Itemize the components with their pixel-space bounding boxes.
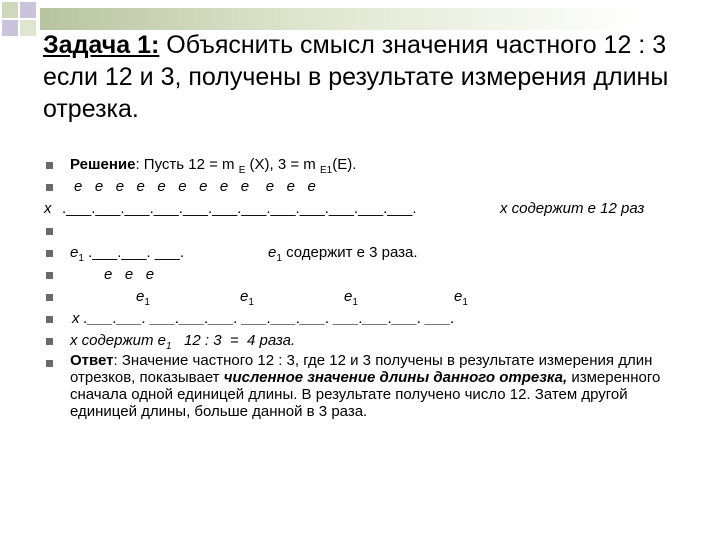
- decor-square-3: [2, 20, 18, 36]
- x-division-sub: 1: [165, 341, 172, 352]
- decor-square-4: [20, 20, 36, 36]
- e1-mark: $e_1$: [454, 288, 468, 308]
- e1-contains-sub: 1: [276, 253, 282, 264]
- slide-title: [43, 29, 683, 125]
- bullet-icon: [46, 250, 53, 257]
- e1-mark: $e_1$: [136, 288, 150, 308]
- e1-contains-e: e: [268, 244, 277, 261]
- x-contains-text: x содержит e 12 раз: [500, 200, 645, 217]
- bullet-icon: [46, 228, 53, 235]
- solution-text-c: (E).: [332, 156, 357, 173]
- e1-segments: .___.___. ___.: [83, 244, 184, 261]
- x-division-text-b: 12 : 3 = 4 раза.: [171, 332, 296, 349]
- solution-text-b: (X), 3 = m: [245, 156, 320, 173]
- answer-text-1: : Значение частного 12 : 3, где 12 и 3 получены в результате измерения длин отрезков, показывает: [70, 352, 653, 386]
- answer-text-2: измеренного сначала одной единицей длины. В результате получено число 12. Затем другой единицей длины, больше данной в 3 раза.: [70, 369, 661, 420]
- bullet-icon: [46, 338, 53, 345]
- x-segments: .___.___.___.___.___.___.___.___.___.___.___.___.: [62, 200, 417, 217]
- solution-sub-e1: E1: [319, 165, 333, 176]
- decor-square-2: [20, 2, 36, 18]
- bullet-icon: [46, 316, 53, 323]
- e1-label: e: [70, 244, 79, 261]
- bullet-icon: [46, 162, 53, 169]
- e-units: e e e e e e e e e e e e: [74, 178, 316, 195]
- e1-mark: $e_1$: [240, 288, 254, 308]
- x-mark: x: [44, 200, 52, 217]
- e1-contains-text: содержит e 3 раза.: [281, 244, 418, 261]
- bullet-icon: [46, 272, 53, 279]
- e1-sub: 1: [78, 253, 84, 264]
- solution-sub-e: E: [238, 165, 246, 176]
- title-label: Задача 1:: [43, 31, 160, 59]
- answer-emphasis: численное значение длины данного отрезка,: [223, 369, 568, 386]
- answer-paragraph: [70, 352, 670, 420]
- answer-label: Ответ: [70, 352, 114, 369]
- solution-text-a: : Пусть 12 = m: [135, 156, 239, 173]
- e-three-units: e e e: [104, 266, 155, 283]
- solution-label: Решение: [70, 156, 136, 173]
- x-grouped-segments: x .___.___. ___.___.___. ___.___.___. ___.___.___. ___.: [72, 310, 455, 327]
- decor-square-1: [2, 2, 18, 18]
- title-text: Объяснить смысл значения частного 12 : 3 если 12 и 3, получены в результате измерения длины отрезка.: [43, 31, 669, 123]
- x-division-text-a: x содержит e: [70, 332, 166, 349]
- bullet-icon: [46, 294, 53, 301]
- e1-mark: $e_1$: [344, 288, 358, 308]
- decor-gradient-bar: [40, 8, 640, 30]
- bullet-icon: [46, 184, 53, 191]
- bullet-icon: [46, 360, 53, 367]
